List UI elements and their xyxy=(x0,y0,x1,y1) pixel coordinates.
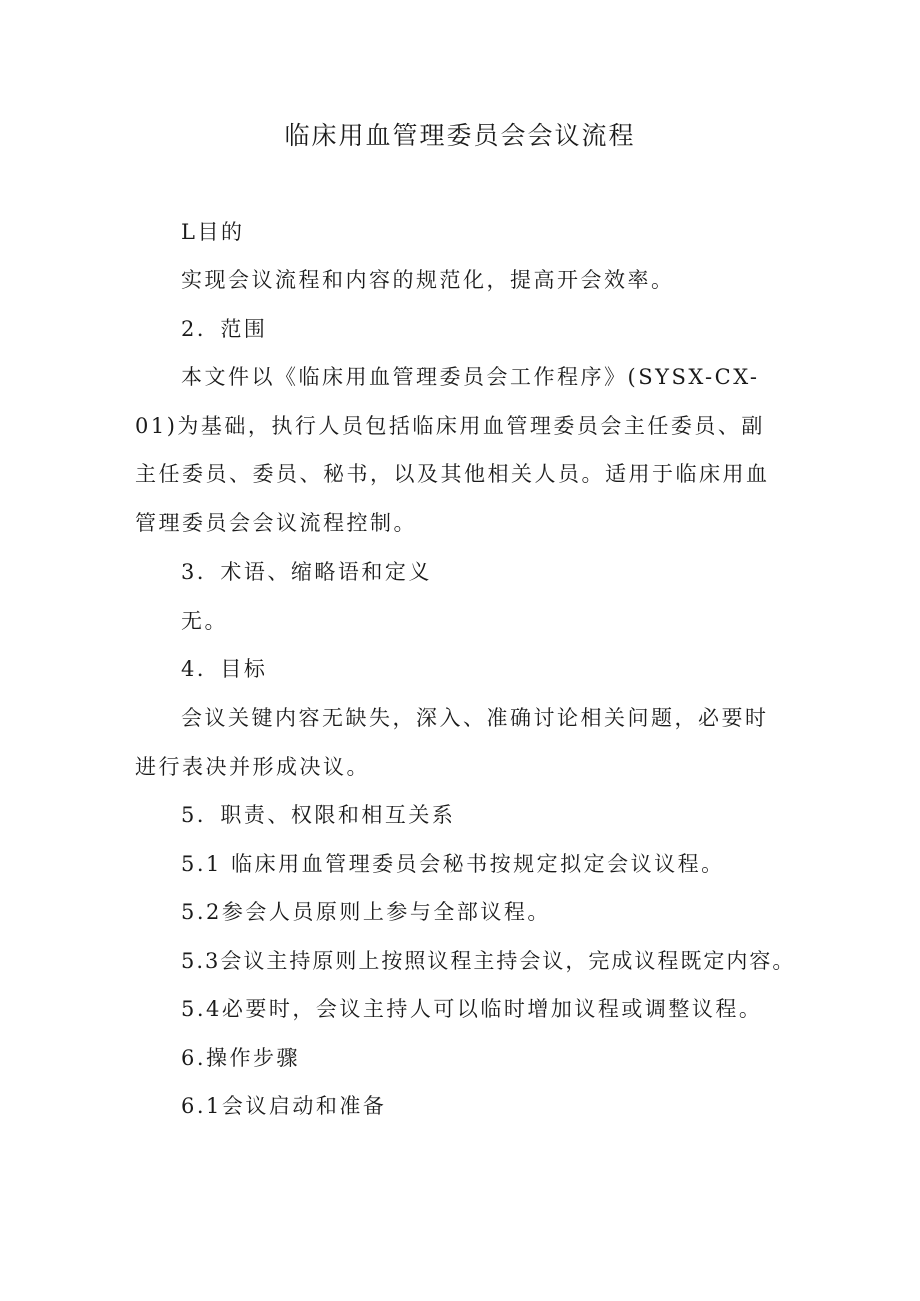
section-2-heading: 2．范围 xyxy=(181,317,268,341)
section-2-body: 本文件以《临床用血管理委员会工作程序》(SYSX-CX-01)为基础，执行人员包括临床用血管理委员会主任委员、副主任委员、委员、秘书，以及其他相关人员。适用于临床用血管理委员会会议流程控制。 xyxy=(135,365,770,535)
section-5-heading: 5．职责、权限和相互关系 xyxy=(181,803,456,827)
section-3-body: 无。 xyxy=(181,609,228,633)
section-6-item: 6.1会议启动和准备 xyxy=(181,1094,387,1118)
document-title: 临床用血管理委员会会议流程 xyxy=(284,121,636,150)
section-4-body: 会议关键内容无缺失，深入、准确讨论相关问题，必要时进行表决并形成决议。 xyxy=(135,706,769,779)
section-5-item: 5.2参会人员原则上参与全部议程。 xyxy=(181,900,551,924)
section-3-heading: 3．术语、缩略语和定义 xyxy=(181,560,432,584)
section-1-heading: L目的 xyxy=(181,220,245,244)
section-5-item: 5.1 临床用血管理委员会秘书按规定拟定会议议程。 xyxy=(181,852,725,876)
section-5-item: 5.3会议主持原则上按照议程主持会议，完成议程既定内容。 xyxy=(181,949,796,973)
section-4-heading: 4．目标 xyxy=(181,657,268,681)
section-1-body: 实现会议流程和内容的规范化，提高开会效率。 xyxy=(181,268,675,292)
section-6-heading: 6.操作步骤 xyxy=(181,1046,301,1070)
section-5-item: 5.4必要时，会议主持人可以临时增加议程或调整议程。 xyxy=(181,997,763,1021)
